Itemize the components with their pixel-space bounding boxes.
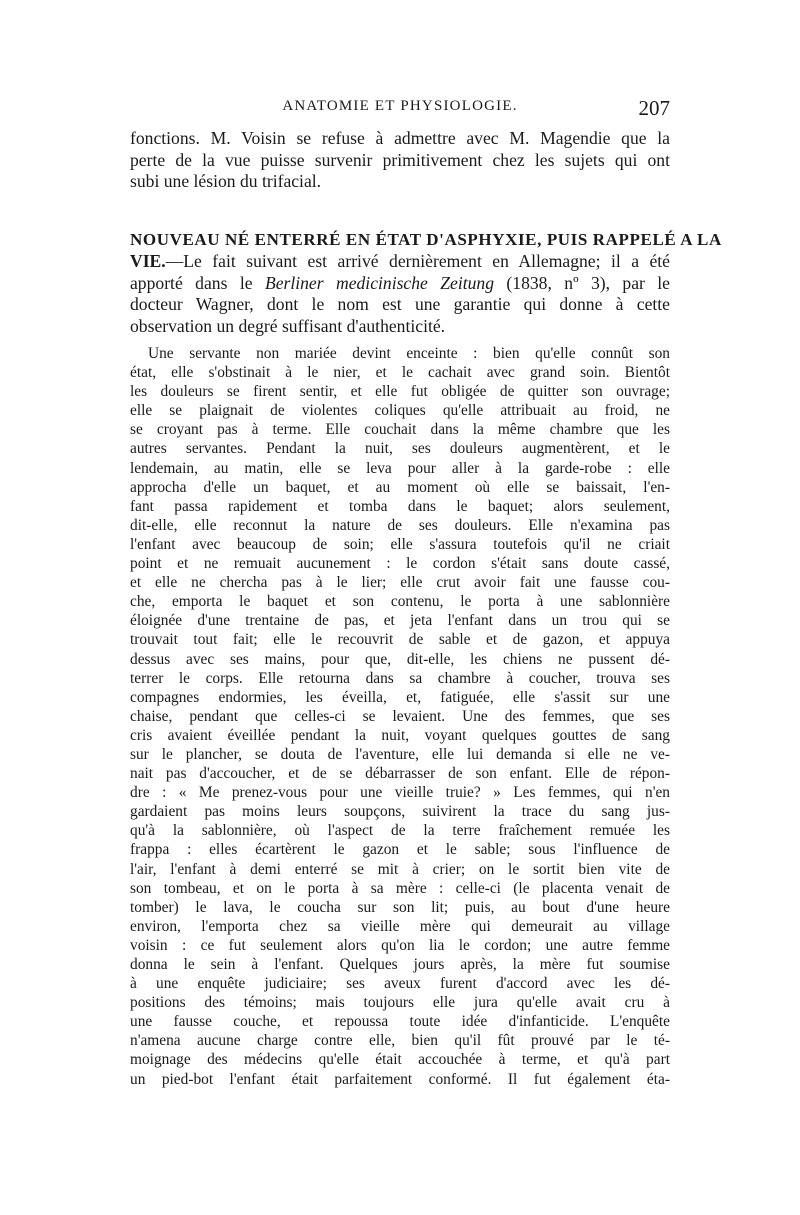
text-line: frappa : elles écartèrent le gazon et le sable; sous l'influence de	[130, 841, 670, 859]
text-line: che, emporta le baquet et son contenu, le porta à une sablonnière	[130, 593, 670, 611]
text-line: gardaient pas moins leurs soupçons, suivirent la trace du sang jus-	[130, 803, 670, 821]
text-line: éloignée d'une trentaine de pas, et jeta l'enfant dans un trou qui se	[130, 612, 670, 630]
text-line: perte de la vue puisse survenir primitivement chez les sujets qui ont	[130, 149, 670, 170]
text-line: un pied-bot l'enfant était parfaitement conformé. Il fut également éta-	[130, 1070, 670, 1088]
section-heading: NOUVEAU NÉ ENTERRÉ EN ÉTAT D'ASPHYXIE, PUIS RAPPELÉ A LA	[130, 230, 722, 249]
text-line: son tombeau, et on le porta à sa mère : celle-ci (le placenta venait de	[130, 879, 670, 897]
text-line: à une enquête judiciaire; ses aveux furent d'accord avec les dé-	[130, 975, 670, 993]
text-line: et elle ne chercha pas à le lier; elle crut avoir fait une fausse cou-	[130, 574, 670, 592]
text-line: approcha d'elle un baquet, et au moment où elle se baissait, l'en-	[130, 478, 670, 496]
section-text: apporté dans le	[130, 272, 265, 293]
text-line: observation un degré suffisant d'authenticité.	[130, 315, 446, 336]
body-paragraph	[130, 344, 670, 1089]
text-line: docteur Wagner, dont le nom est une garantie qui donne à cette	[130, 294, 670, 315]
intro-paragraph	[130, 128, 670, 193]
text-line: état, elle s'obstinait à le nier, et le cachait avec grand soin. Bientôt	[130, 364, 670, 382]
text-line: l'air, l'enfant à demi enterré se mit à crier; on le sortit bien vite de	[130, 860, 670, 878]
text-line: une fausse couche, et repoussa toute idée d'infanticide. L'enquête	[130, 1013, 670, 1031]
section-opening	[130, 229, 722, 337]
journal-title: Berliner medicinische Zeitung	[264, 272, 495, 293]
text-line: fonctions. M. Voisin se refuse à admettre avec M. Magendie que la	[130, 128, 670, 148]
text-line: n'amena aucune charge contre elle, bien qu'il fût prouvé par le té-	[130, 1032, 670, 1050]
text-line: elle se plaignait de violentes coliques qu'elle attribuait au froid, ne	[130, 402, 670, 420]
text-line: Une servante non mariée devint enceinte : bien qu'elle connût son	[148, 345, 670, 362]
text-line: l'enfant avec beaucoup de soin; elle s'assura toutefois qu'il ne criait	[130, 535, 670, 553]
text-line: voisin : ce fut seulement alors qu'on lia le cordon; une autre femme	[130, 936, 670, 954]
text-line: cris avaient éveillée pendant la nuit, voyant quelques gouttes de sang	[130, 726, 670, 744]
section-text: (1838, nº 3), par le	[494, 272, 670, 293]
text-line: chaise, pendant que celles-ci se levaient. Une des femmes, que ses	[130, 707, 670, 725]
text-line: dit-elle, elle reconnut la nature de ses douleurs. Elle n'examina pas	[130, 516, 670, 534]
section-heading-end: VIE.	[130, 251, 166, 271]
text-line	[130, 251, 670, 273]
text-line: nait pas d'accoucher, et de se débarrasser de son enfant. Elle de répon-	[130, 765, 670, 783]
text-line: les douleurs se firent sentir, et elle fut obligée de quitter son ouvrage;	[130, 383, 670, 401]
text-line	[130, 273, 670, 295]
text-line: tomber) le lava, le coucha sur son lit; puis, au bout d'une heure	[130, 898, 670, 916]
text-line: donna le sein à l'enfant. Quelques jours après, la mère fut soumise	[130, 956, 670, 973]
text-line: moignage des médecins qu'elle était accouchée à terme, et qu'à part	[130, 1051, 670, 1069]
text-line: point et ne remuait aucunement : le cordon s'était sans doute cassé,	[130, 555, 670, 573]
section-text: —Le fait suivant est arrivé dernièrement en Allemagne; il a été	[165, 251, 670, 271]
running-title: ANATOMIE ET PHYSIOLOGIE.	[282, 98, 518, 114]
text-line: fant passa rapidement et tomba dans le baquet; alors seulement,	[130, 497, 670, 515]
text-line: trouvait tout fait; elle le recouvrit de sable et de gazon, et appuya	[130, 631, 670, 649]
text-line: positions des témoins; mais toujours elle jura qu'elle avait cru à	[130, 994, 670, 1012]
text-line: sur le plancher, se douta de l'aventure, elle lui demanda si elle ne ve-	[130, 745, 670, 763]
text-line: autres servantes. Pendant la nuit, ses douleurs augmentèrent, et le	[130, 440, 670, 458]
text-line: dre : « Me prenez-vous pour une vieille truie? » Les femmes, qui n'en	[130, 784, 670, 802]
text-line: se croyant pas à terme. Elle couchait dans la même chambre que les	[130, 421, 670, 439]
text-line: environ, l'emporta chez sa vieille mère qui demeurait au village	[130, 917, 670, 935]
page-header	[130, 96, 670, 124]
page-number: 207	[638, 96, 670, 120]
text-line: terrer le corps. Elle retourna dans sa chambre à coucher, trouva ses	[130, 669, 670, 687]
text-line: compagnes endormies, les éveilla, et, fatiguée, elle s'assit sur une	[130, 688, 670, 706]
text-line: qu'à la sablonnière, où l'aspect de la terre fraîchement remuée les	[130, 822, 670, 840]
text-line: subi une lésion du trifacial.	[130, 171, 322, 192]
text-line: lendemain, au matin, elle se leva pour aller à la garde-robe : elle	[130, 459, 670, 477]
text-line: dessus avec ses mains, pour que, dit-elle, les chiens ne pussent dé-	[130, 650, 670, 668]
